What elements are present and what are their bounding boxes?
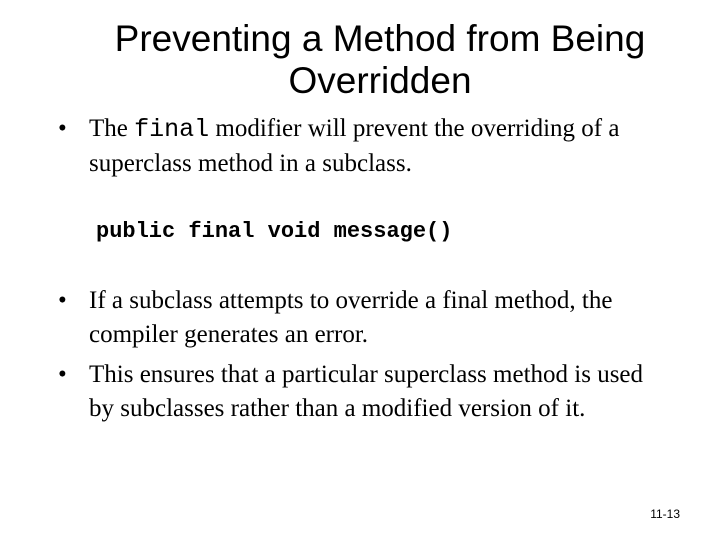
slide-title-line-2: Overridden	[288, 60, 472, 101]
code-sample: public final void message()	[96, 219, 453, 244]
bullet-2-line-2: compiler generates an error.	[89, 321, 369, 348]
bullet-marker: •	[58, 287, 67, 314]
bullet-2-line-1: If a subclass attempts to override a final method, the	[89, 287, 613, 314]
bullet-3-line-1: This ensures that a particular superclass method is used	[89, 361, 644, 388]
bullet-1-line-1-rest: modifier will prevent the overriding of a	[209, 115, 620, 142]
bullet-marker: •	[58, 361, 67, 388]
bullet-1-text	[89, 112, 714, 181]
bullet-3-text	[89, 358, 714, 426]
bullet-2-text	[89, 284, 714, 352]
bullet-marker: •	[58, 115, 67, 142]
final-keyword: final	[134, 115, 210, 144]
bullet-1-prefix: The	[89, 115, 135, 142]
bullet-1-line-2: superclass method in a subclass.	[89, 150, 412, 177]
slide-title	[40, 18, 720, 102]
page-number: 11-13	[650, 507, 680, 521]
slide-title-line-1: Preventing a Method from Being	[114, 18, 646, 59]
bullet-3-line-2: by subclasses rather than a modified version of it.	[89, 395, 586, 422]
